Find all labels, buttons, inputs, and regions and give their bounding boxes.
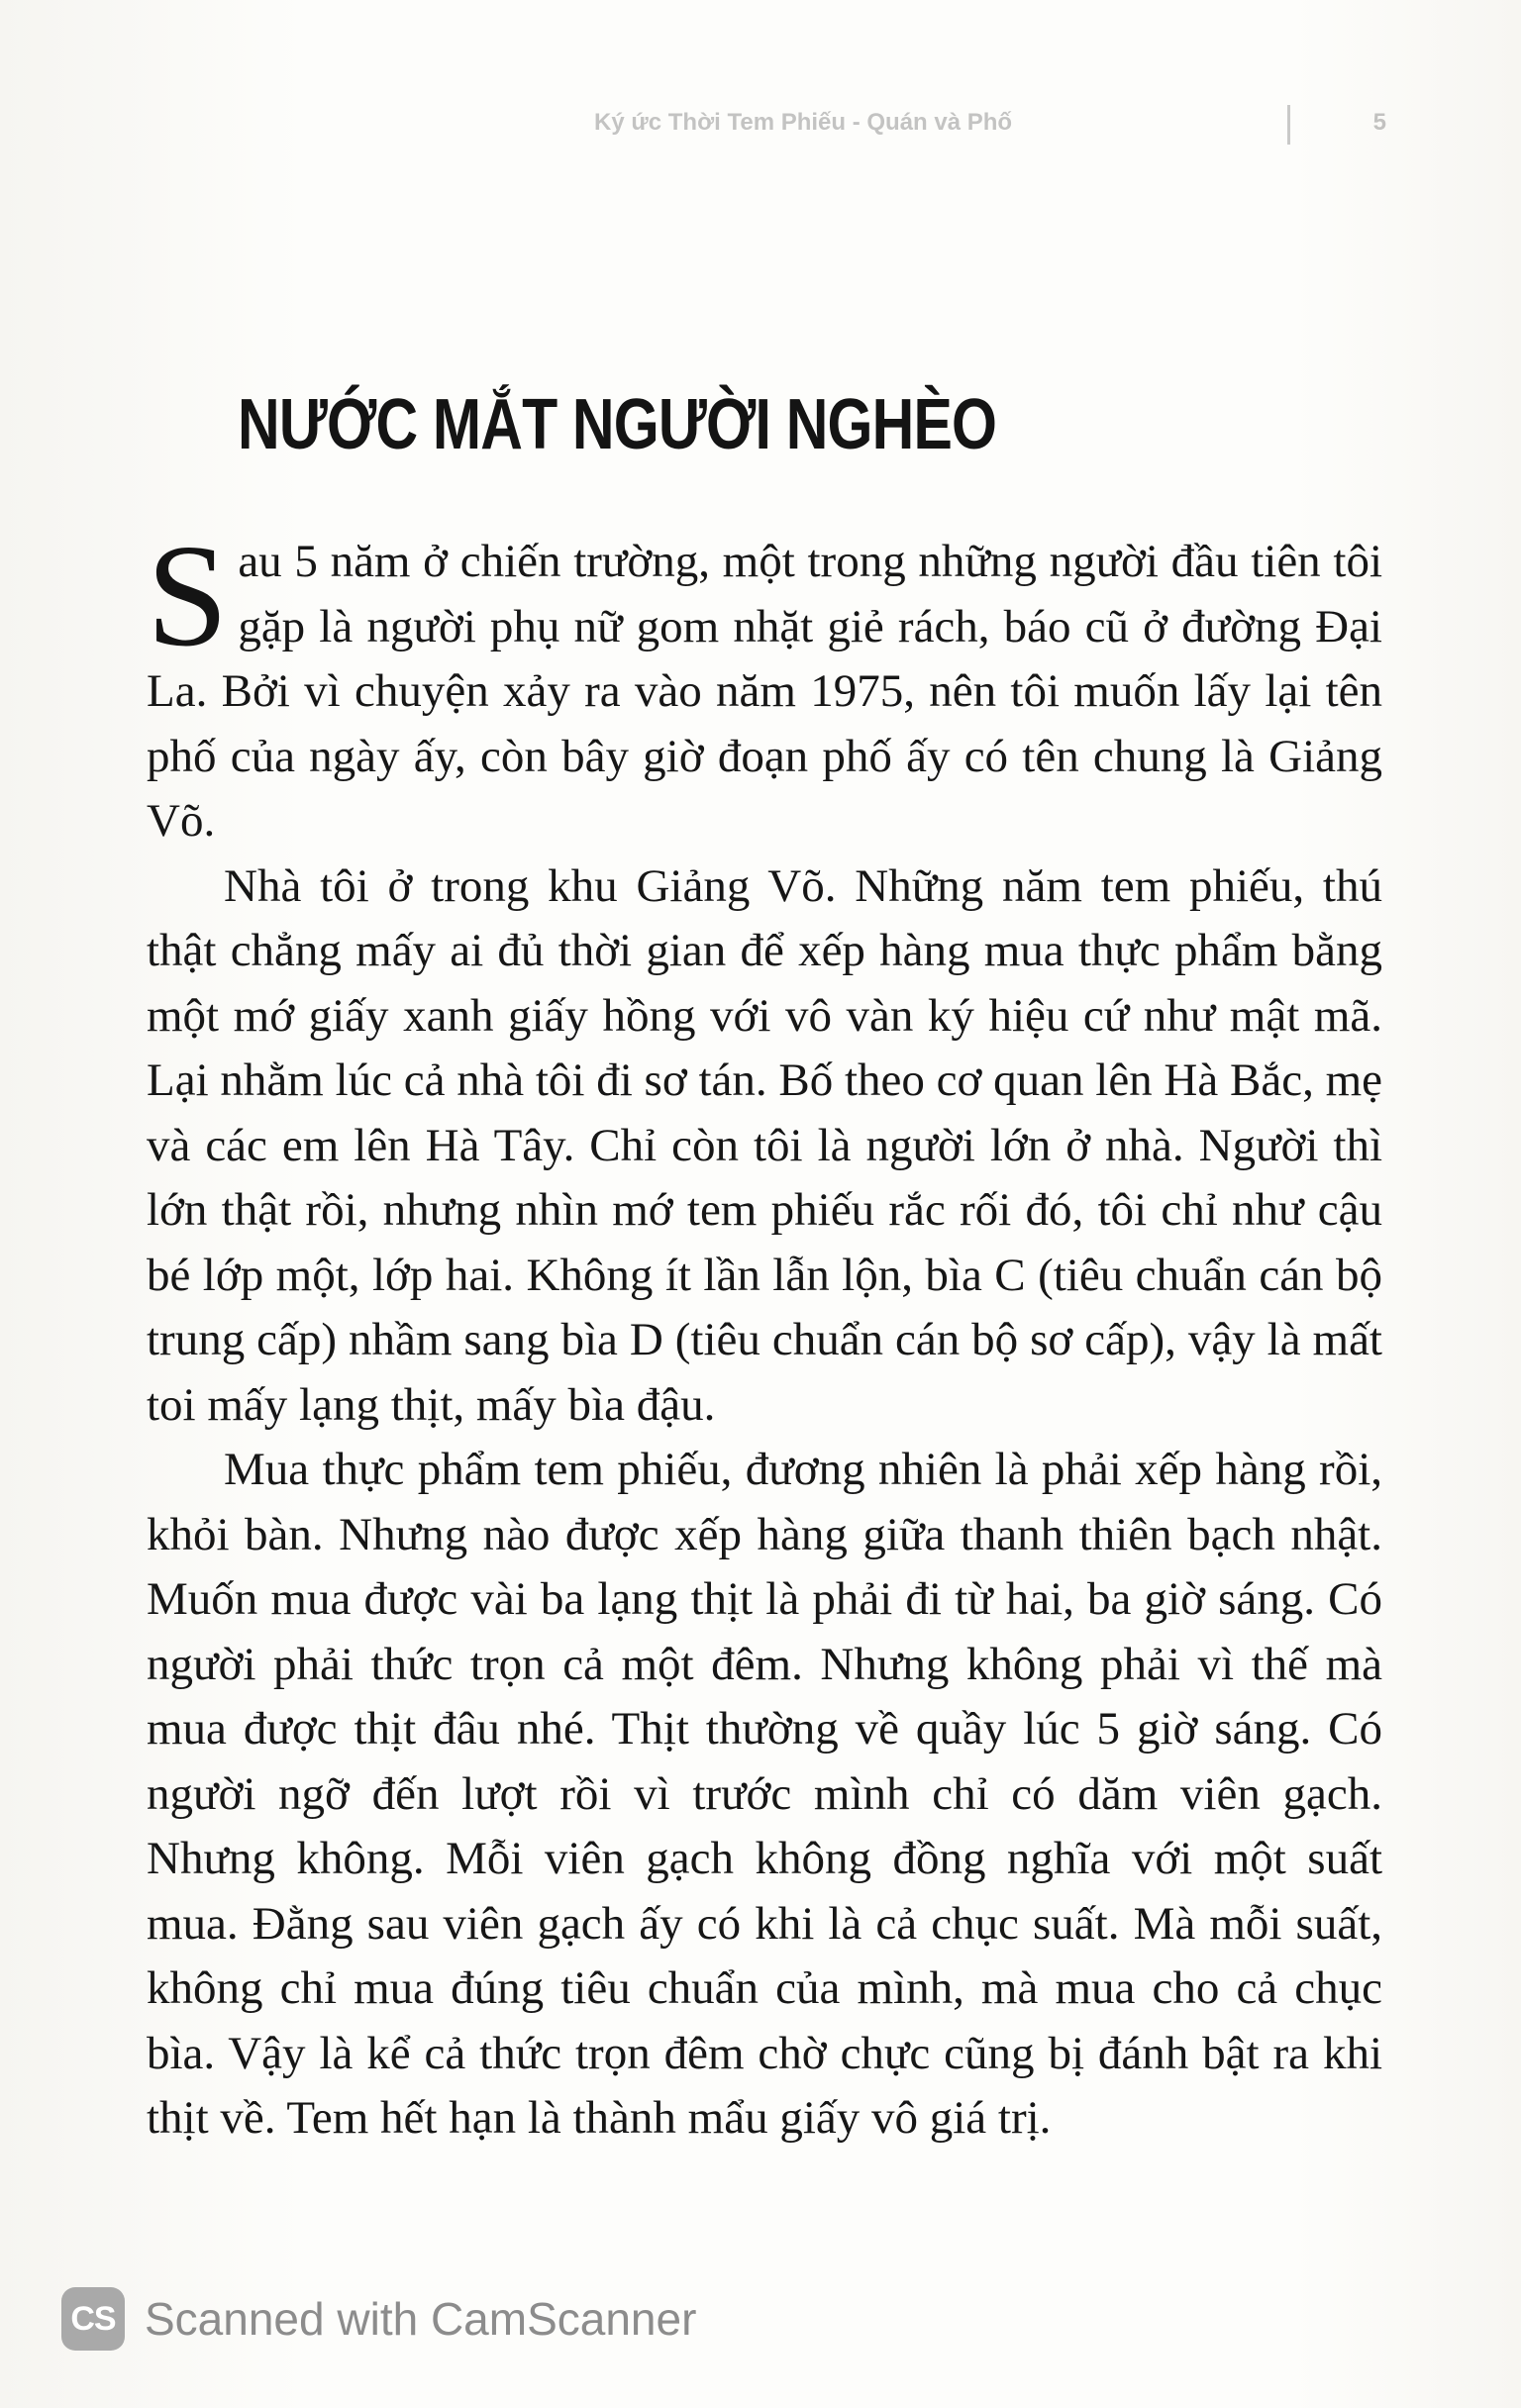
chapter-title: NƯỚC MẮT NGƯỜI NGHÈO xyxy=(238,385,997,464)
paragraph-1-text: au 5 năm ở chiến trường, một trong những người đầu tiên tôi gặp là người phụ nữ gom nhặt giẻ rách, báo cũ ở đường Đại La. Bởi vì chuyện xảy ra vào năm 1975, nên tôi muốn lấy lại tên phố của ngày ấy, còn bây giờ đoạn phố ấy có tên chung là Giảng Võ. xyxy=(147,536,1382,847)
camscanner-watermark xyxy=(61,2287,696,2351)
running-header xyxy=(594,109,1386,149)
running-title: Ký ức Thời Tem Phiếu - Quán và Phố xyxy=(594,109,1013,136)
paragraph-2: Nhà tôi ở trong khu Giảng Võ. Những năm tem phiếu, thú thật chẳng mấy ai đủ thời gian để xếp hàng mua thực phẩm bằng một mớ giấy xanh giấy hồng với vô vàn ký hiệu cứ như mật mã. Lại nhằm lúc cả nhà tôi đi sơ tán. Bố theo cơ quan lên Hà Bắc, mẹ và các em lên Hà Tây. Chỉ còn tôi là người lớn ở nhà. Người thì lớn thật rồi, nhưng nhìn mớ tem phiếu rắc rối đó, tôi chỉ như cậu bé lớp một, lớp hai. Không ít lần lẫn lộn, bìa C (tiêu chuẩn cán bộ trung cấp) nhầm sang bìa D (tiêu chuẩn cán bộ sơ cấp), vậy là mất toi mấy lạng thịt, mấy bìa đậu. xyxy=(147,859,1382,1431)
paragraph-3: Mua thực phẩm tem phiếu, đương nhiên là phải xếp hàng rồi, khỏi bàn. Nhưng nào được xếp hàng giữa thanh thiên bạch nhật. Muốn mua được vài ba lạng thịt là phải đi từ hai, ba giờ sáng. Có người phải thức trọn cả một đêm. Nhưng không phải vì thế mà mua được thịt đâu nhé. Thịt thường về quầy lúc 5 giờ sáng. Có người ngỡ đến lượt rồi vì trước mình chỉ có dăm viên gạch. Nhưng không. Mỗi viên gạch không đồng nghĩa với một suất mua. Đằng sau viên gạch ấy có khi là cả chục suất. Mà mỗi suất, không chỉ mua đúng tiêu chuẩn của mình, mà mua cho cả chục bìa. Vậy là kể cả thức trọn đêm chờ chực cũng bị đánh bật ra khi thịt về. Tem hết hạn là thành mẩu giấy vô giá trị. xyxy=(147,1444,1382,2144)
page-number: 5 xyxy=(1372,109,1386,136)
paragraph-1 xyxy=(147,515,1382,854)
header-divider xyxy=(1287,105,1290,145)
drop-cap: S xyxy=(147,515,229,677)
camscanner-logo-icon: CS xyxy=(61,2287,125,2351)
watermark-text: Scanned with CamScanner xyxy=(145,2293,697,2345)
chapter-body xyxy=(147,515,1382,2152)
